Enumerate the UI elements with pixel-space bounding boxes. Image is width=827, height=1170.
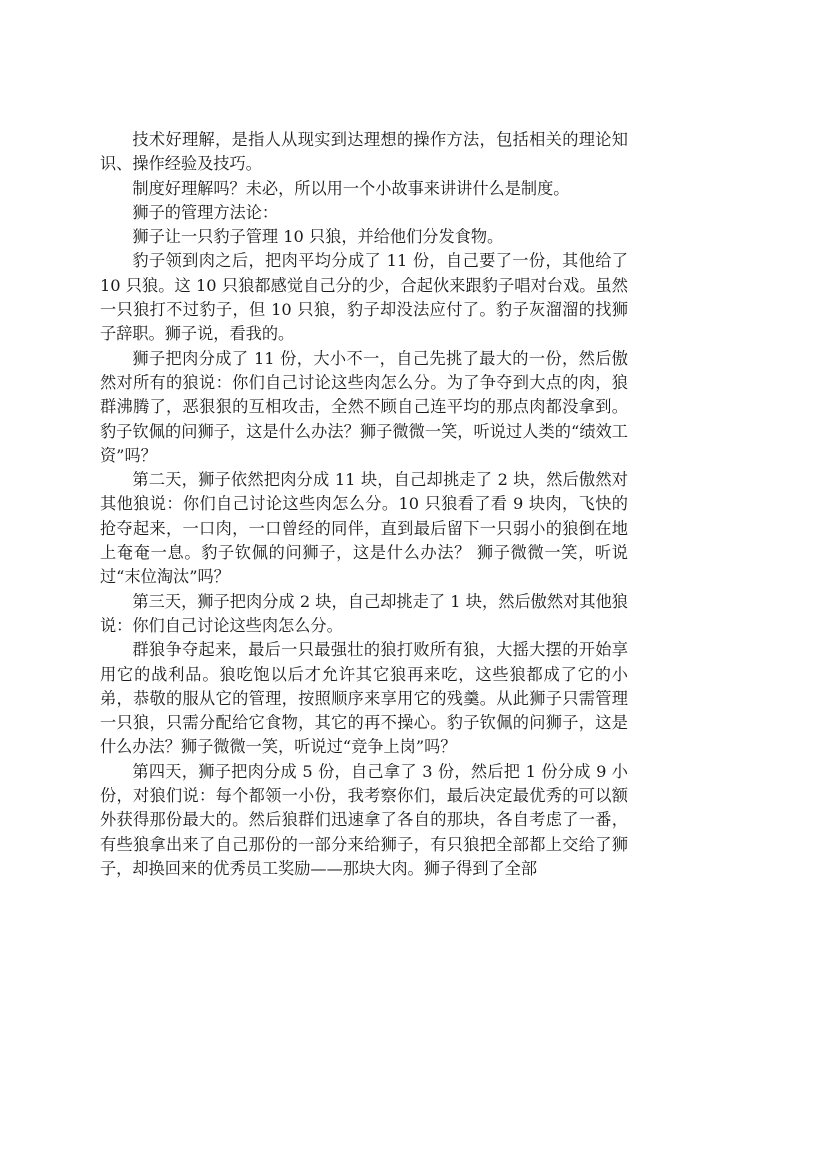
paragraph-elimination: 第二天，狮子依然把肉分成 11 块，自己却挑走了 2 块，然后傲然对其他狼说：你们自己讨论这些肉怎么分。10 只狼看了看 9 块肉，飞快的抢夺起来，一口肉，一口曾经的同伴，直到最后留下一只弱小的狼倒在地上奄奄一息。豹子钦佩的问狮子，这是什么办法？ 狮子微微一笑，听说过“末位淘汰”吗？: [100, 470, 628, 587]
paragraph-lion-method-heading: 狮子的管理方法论：: [132, 202, 279, 222]
paragraph-technique: 技术好理解，是指人从现实到达理想的操作方法，包括相关的理论知识、操作经验及技巧。: [100, 130, 628, 174]
paragraph-competition: 群狼争夺起来，最后一只最强壮的狼打败所有狼，大摇大摆的开始享用它的战利品。狼吃饱以后才允许其它狼再来吃，这些狼都成了它的小弟，恭敬的服从它的管理，按照顺序来享用它的残羹。从此狮子只需管理一只狼，只需分配给它食物，其它的再不操心。豹子钦佩的问狮子，这是什么办法？狮子微微一笑，听说过“竞争上岗”吗？: [100, 640, 628, 757]
paragraph-leopard-failure: 豹子领到肉之后，把肉平均分成了 11 份，自己要了一份，其他给了 10 只狼。这 10 只狼都感觉自己分的少，合起伙来跟豹子唱对台戏。虽然一只狼打不过豹子，但 10 只狼，豹子却没法应付了。豹子灰溜溜的找狮子辞职。狮子说，看我的。: [100, 251, 628, 344]
paragraph-performance-pay: 狮子把肉分成了 11 份，大小不一，自己先挑了最大的一份，然后傲然对所有的狼说：你们自己讨论这些肉怎么分。为了争夺到大点的肉，狼群沸腾了，恶狠狠的互相攻击，全然不顾自己连平均的那点肉都没拿到。豹子钦佩的问狮子，这是什么办法？狮子微微一笑，听说过人类的“绩效工资”吗？: [100, 348, 628, 465]
paragraph-leopard-assignment: 狮子让一只豹子管理 10 只狼，并给他们分发食物。: [132, 227, 504, 247]
paragraph-day-four: 第四天，狮子把肉分成 5 份，自己拿了 3 份，然后把 1 份分成 9 小份，对狼们说：每个都领一小份，我考察你们，最后决定最优秀的可以额外获得那份最大的。然后狼群们迅速拿了各自的那块，各自考虑了一番，有些狼拿出来了自己那份的一部分来给狮子，有只狼把全部都上交给了狮子，却换回来的优秀员工奖励——那块大肉。狮子得到了全部: [100, 761, 628, 878]
paragraph-system-question: 制度好理解吗？未必，所以用一个小故事来讲讲什么是制度。: [132, 178, 570, 198]
document-body: [100, 128, 628, 881]
paragraph-day-three: 第三天，狮子把肉分成 2 块，自己却挑走了 1 块，然后傲然对其他狼说：你们自己讨论这些肉怎么分。: [100, 591, 628, 635]
